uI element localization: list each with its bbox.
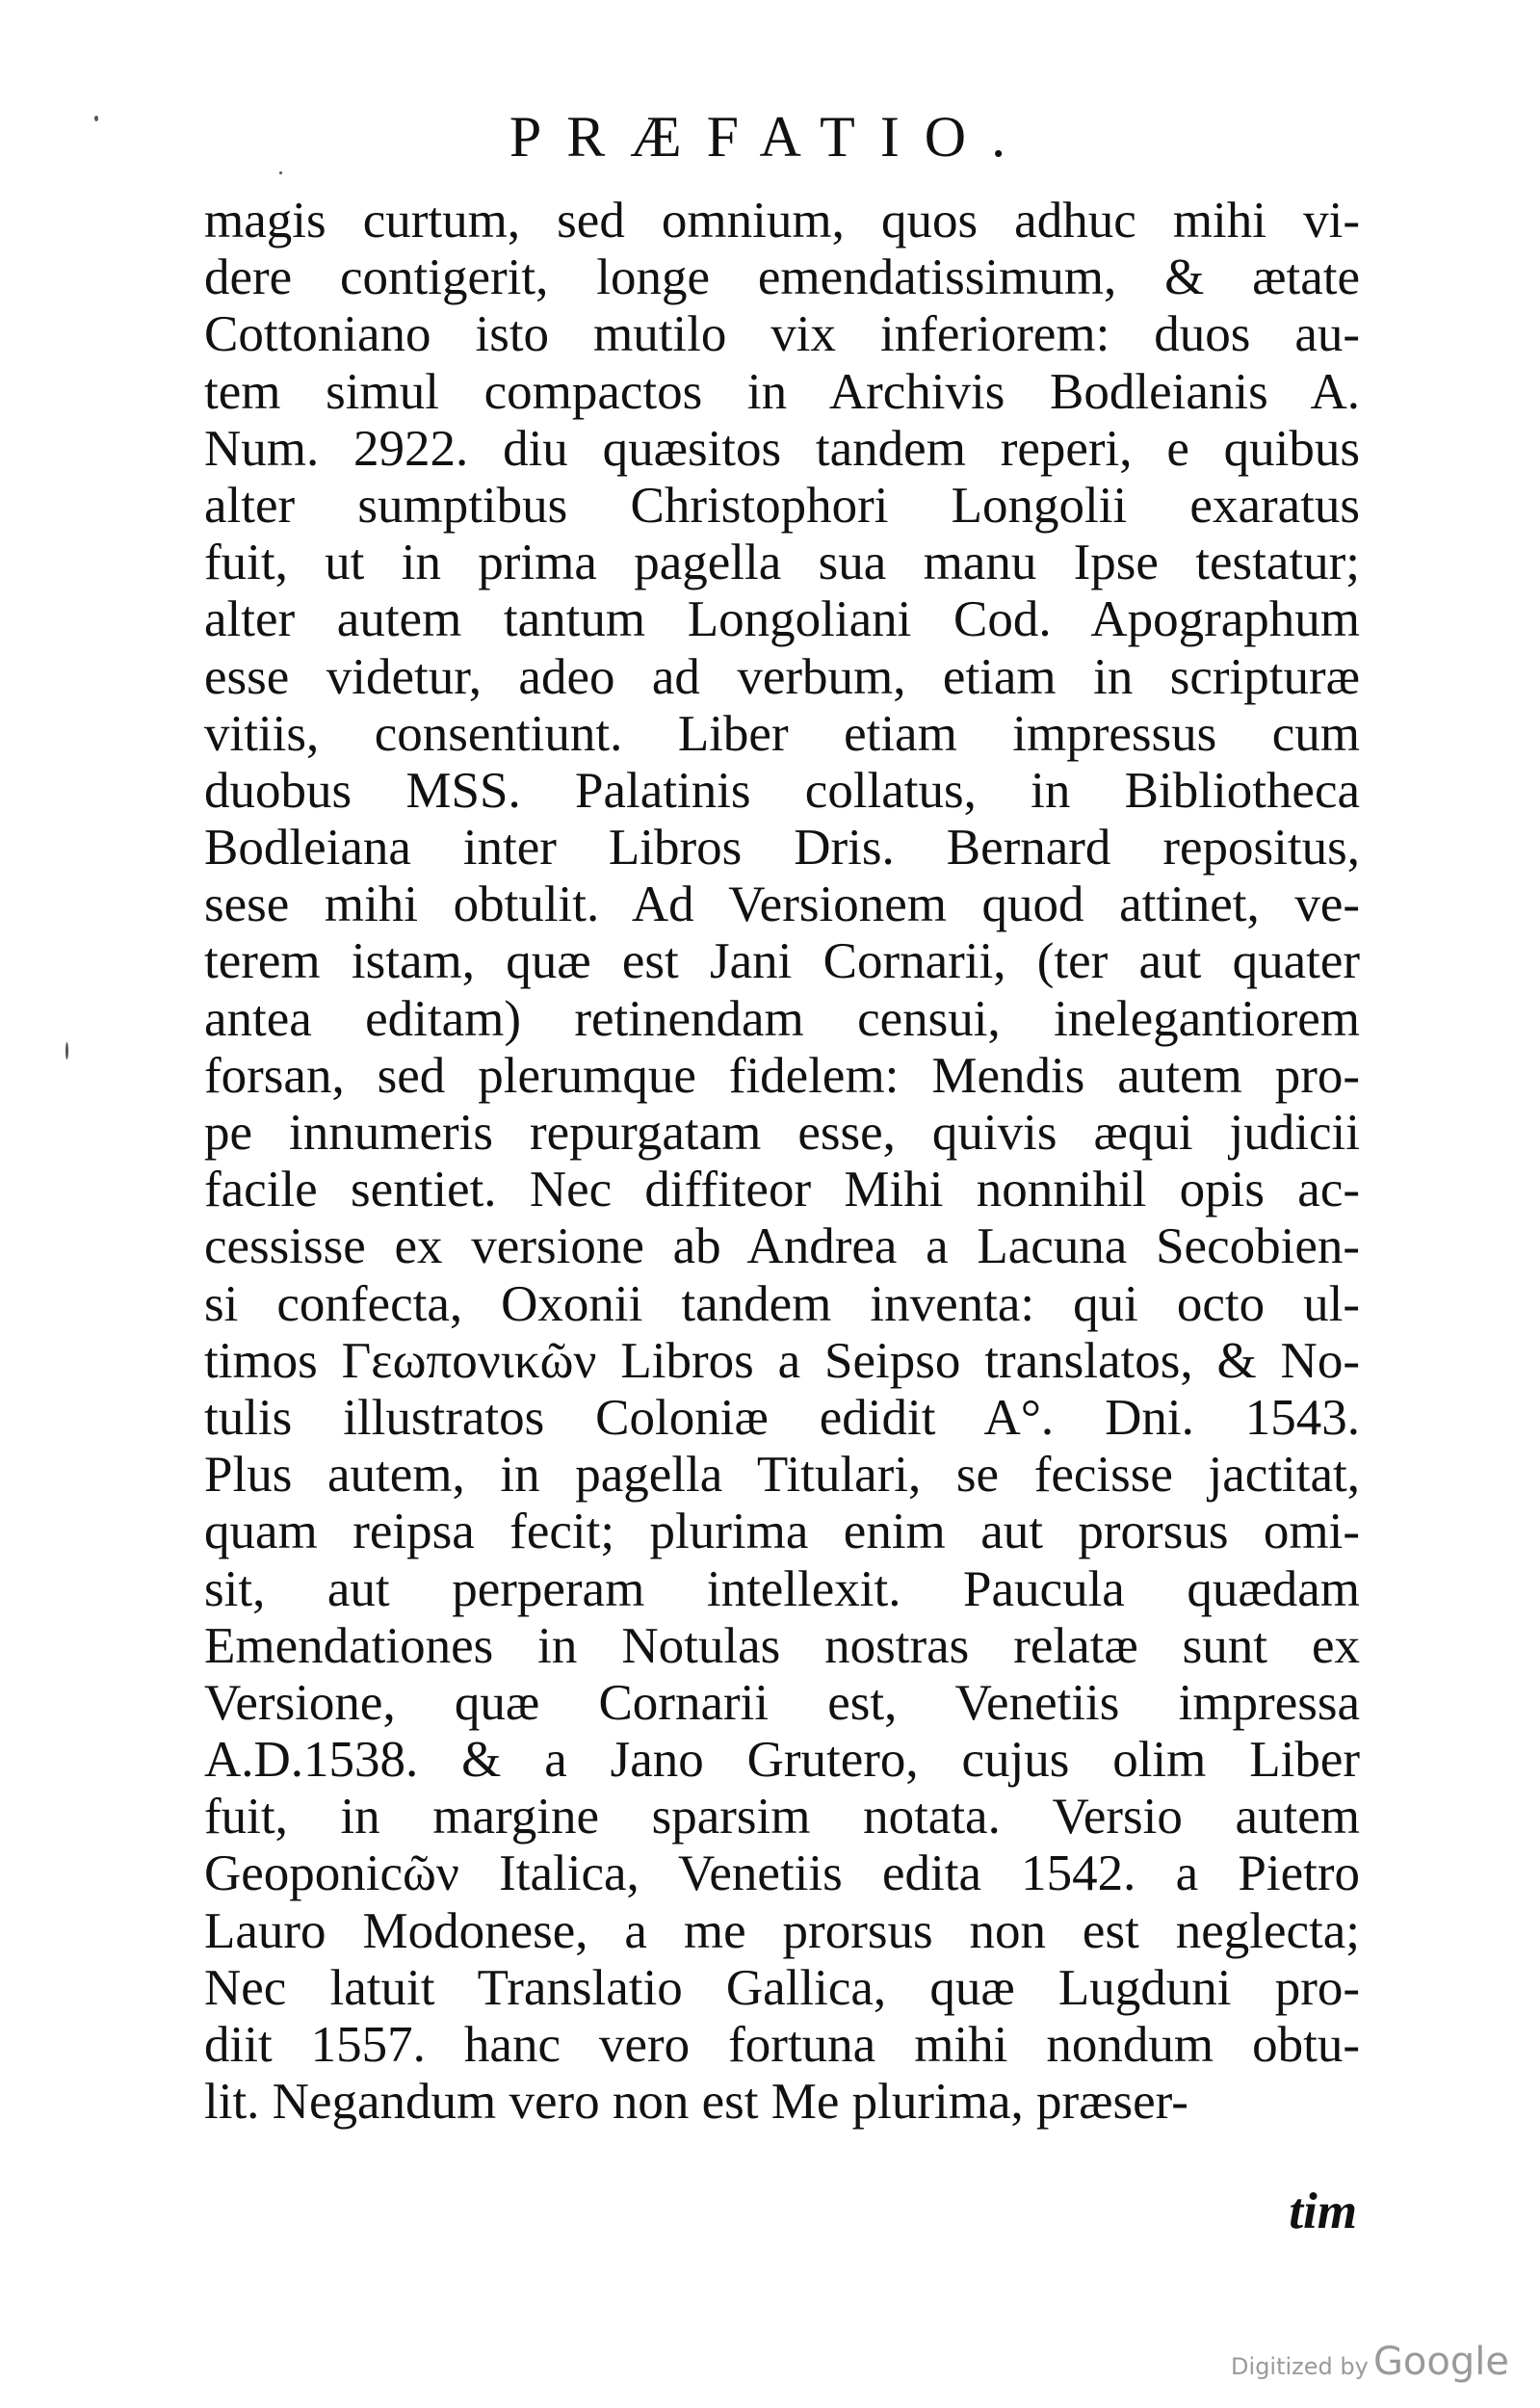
text-line: sit, aut perperam intellexit. Paucula quædam xyxy=(204,1560,1360,1617)
text-line: Emendationes in Notulas nostras relatæ sunt ex xyxy=(204,1617,1360,1674)
text-line: Cottoniano isto mutilo vix inferiorem: duos au- xyxy=(204,306,1360,363)
catchword: tim xyxy=(1289,2184,1357,2239)
ink-speck xyxy=(65,1042,68,1060)
text-line: alter autem tantum Longoliani Cod. Apographum xyxy=(204,591,1360,648)
text-line: fuit, ut in prima pagella sua manu Ipse testatur; xyxy=(204,535,1360,591)
text-line: quam reipsa fecit; plurima enim aut prorsus omi- xyxy=(204,1504,1360,1560)
text-line: fuit, in margine sparsim notata. Versio autem xyxy=(204,1789,1360,1845)
text-line: Num. 2922. diu quæsitos tandem reperi, e quibus xyxy=(204,420,1360,477)
text-line: lit. Negandum vero non est Me plurima, præser- xyxy=(204,2074,1188,2131)
text-line: sese mihi obtulit. Ad Versionem quod attinet, ve- xyxy=(204,877,1360,933)
body-text xyxy=(204,193,1360,2131)
ink-speck xyxy=(279,171,282,174)
text-line: Geoponicῶν Italica, Venetiis edita 1542. a Pietro xyxy=(204,1845,1360,1902)
page-title: PRÆFATIO. xyxy=(509,105,1031,169)
text-line: forsan, sed plerumque fidelem: Mendis autem pro- xyxy=(204,1047,1360,1104)
text-line: tem simul compactos in Archivis Bodleianis A. xyxy=(204,363,1360,420)
text-line: Lauro Modonese, a me prorsus non est neglecta; xyxy=(204,1902,1360,1959)
text-line: vitiis, consentiunt. Liber etiam impressus cum xyxy=(204,705,1360,762)
text-line: alter sumptibus Christophori Longolii exaratus xyxy=(204,477,1360,534)
text-line: terem istam, quæ est Jani Cornarii, (ter aut quater xyxy=(204,933,1360,990)
text-line: facile sentiet. Nec diffiteor Mihi nonnihil opis ac- xyxy=(204,1162,1360,1218)
watermark-prefix: Digitized by xyxy=(1231,2353,1369,2380)
text-line: Versione, quæ Cornarii est, Venetiis impressa xyxy=(204,1674,1360,1731)
digitized-by-watermark xyxy=(1231,2340,1509,2384)
text-line: pe innumeris repurgatam esse, quivis æqui judicii xyxy=(204,1105,1360,1161)
watermark-brand: Google xyxy=(1372,2340,1509,2384)
text-line: magis curtum, sed omnium, quos adhuc mihi vi- xyxy=(204,193,1360,249)
text-line: antea editam) retinendam censui, inelegantiorem xyxy=(204,990,1360,1047)
text-line: A.D.1538. & a Jano Grutero, cujus olim Liber xyxy=(204,1732,1360,1789)
text-line: diit 1557. hanc vero fortuna mihi nondum obtu- xyxy=(204,2017,1360,2073)
text-line: duobus MSS. Palatinis collatus, in Bibliotheca xyxy=(204,762,1360,819)
text-line: cessisse ex versione ab Andrea a Lacuna Secobien- xyxy=(204,1218,1360,1275)
text-line: dere contigerit, longe emendatissimum, & ætate xyxy=(204,249,1360,306)
text-line: Bodleiana inter Libros Dris. Bernard repositus, xyxy=(204,820,1360,877)
text-line: tulis illustratos Coloniæ edidit A°. Dni. 1543. xyxy=(204,1389,1360,1446)
text-line: Plus autem, in pagella Titulari, se fecisse jactitat, xyxy=(204,1447,1360,1504)
text-line: esse videtur, adeo ad verbum, etiam in scripturæ xyxy=(204,648,1360,705)
text-line: Nec latuit Translatio Gallica, quæ Lugduni pro- xyxy=(204,1959,1360,2016)
text-line: si confecta, Oxonii tandem inventa: qui octo ul- xyxy=(204,1275,1360,1332)
text-line: timos Γεωπονικῶν Libros a Seipso translatos, & No- xyxy=(204,1332,1360,1389)
